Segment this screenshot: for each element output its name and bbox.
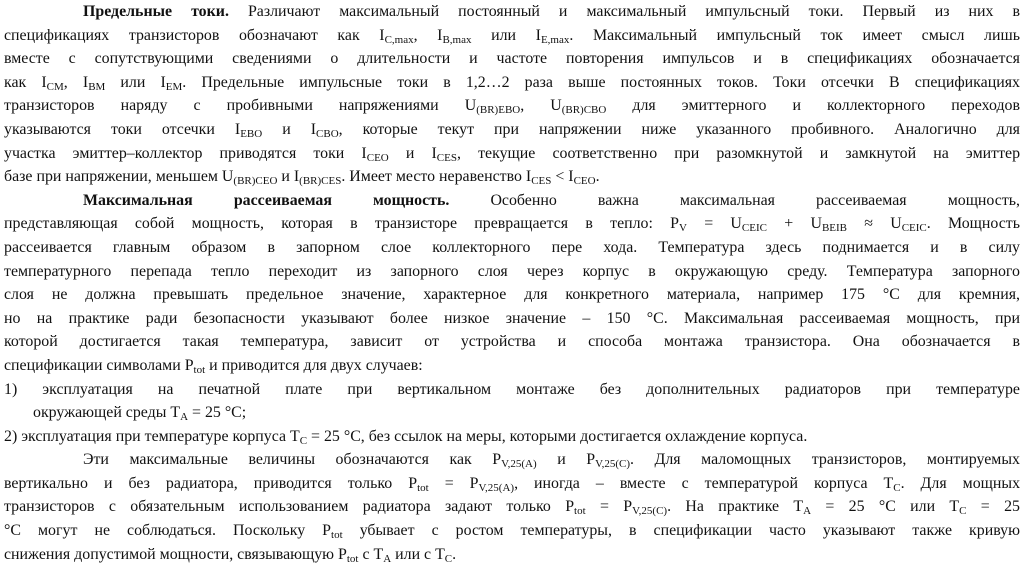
list-item-continuation: окружающей среды $T_A = 25$ °С; [33,404,247,424]
text-line: °С могут не соблюдаться. Поскольку $P_{tot}$ убывает с ростом температуры, в спецификации часто указывают также кривую [4,522,1020,542]
text-line: участка эмиттер–коллектор приводятся токи $I_{CEO}$ и $I_{CES}$, текущие соответственно при разомкнутой и замкнутой на эмиттер [4,144,1021,164]
paragraph-ratings [4,448,1020,566]
text-line: Эти максимальные величины обозначаются как $P_{V,25(A)}$ и $P_{V,25(C)}$. Для маломощных транзисторов, монтируемых [83,451,1020,471]
text-line: снижения допустимой мощности, связывающую $P_{tot}$ с $T_A$ или с $T_C$. [4,545,457,565]
text-line: как $I_{CM}$, $I_{BM}$ или $I_{EM}$. Предельные импульсные токи в 1,2…2 раза выше постоянных токов. Токи отсечки В спецификациях [4,73,1020,93]
text-line: температурного перепада тепло переходит из запорного слоя через корпус в окружающую среду. Температура запорного [4,262,1020,280]
text-line: вместе с сопутствующими сведениями о длительности и частоте повторения импульсов и в спецификациях обозначается [4,50,1020,68]
text-line: Максимальная рассеиваемая мощность. Особенно важна максимальная рассеиваемая мощность, [83,191,1020,209]
text-line: представляющая собой мощность, которая в транзисторе превращается в тепло: $P_V = U_{CEIC} + U_{BEIB} \approx U_{CEIC}$. Мощность [4,215,1020,235]
text-line: рассеивается главным образом в запорном слое коллекторного пере хода. Температура здесь поднимается и в силу [4,238,1020,256]
text-line: базе при напряжении, меньшем $U_{(BR)CEO}$ и $I_{(BR)CES}$. Имеет место неравенство $I_{CES} < I_{CEO}$. [4,168,600,188]
section-heading: Предельные токи. [83,3,229,20]
paragraph-limit-currents [4,0,1020,189]
text-line: которой достигается такая температура, зависит от устройства и способа монтажа транзистора. Она обозначается в [4,333,1020,351]
document-page [4,0,1020,566]
text-line: вертикально и без радиатора, приводится только $P_{tot} = P_{V,25(A)}$, иногда – вместе с температурой корпуса $T_C$. Для мощных [4,474,1021,494]
conditions-list [4,378,1020,449]
text-line: указываются токи отсечки $I_{EBO}$ и $I_{CBO}$, которые текут при напряжении ниже указанного пробивного. Аналогично для [4,120,1020,140]
text-line: но на практике ради безопасности указывают более низкое значение – 150 °С. Максимальная рассеиваемая мощность, при [4,309,1020,327]
list-item: 1) эксплуатация на печатной плате при вертикальном монтаже без дополнительных радиаторов при температуре [4,380,1020,398]
text-line: транзисторов наряду с пробивными напряжениями $U_{(BR)EBO}$, $U_{(BR)CBO}$ для эмиттерного и коллекторного переходов [4,97,1020,117]
text-line: спецификациях транзисторов обозначают как $I_{C,max}$, $I_{B,max}$ или $I_{E,max}$. Максимальный импульсный ток имеет смысл лишь [4,26,1020,46]
list-item: 2) эксплуатация при температуре корпуса $T_C = 25$ °С, без ссылок на меры, которыми достигается охлаждение корпуса. [4,427,808,447]
text-line: Предельные токи. Различают максимальный постоянный и максимальный импульсный токи. Первый из них в [83,3,1020,20]
text-line: слоя не должна превышать предельное значение, характерное для конкретного материала, например 175 °С для кремния, [4,286,1020,304]
text-line: транзисторов с обязательным использованием радиатора задают только $P_{tot} = P_{V,25(C)}$. На практике $T_A = 25$ °С или $T_C = 25$ [4,498,1020,518]
paragraph-max-power [4,189,1020,378]
text-line: спецификации символами $P_{tot}$ и приводится для двух случаев: [4,356,423,376]
section-heading: Максимальная рассеиваемая мощность. [83,191,450,209]
